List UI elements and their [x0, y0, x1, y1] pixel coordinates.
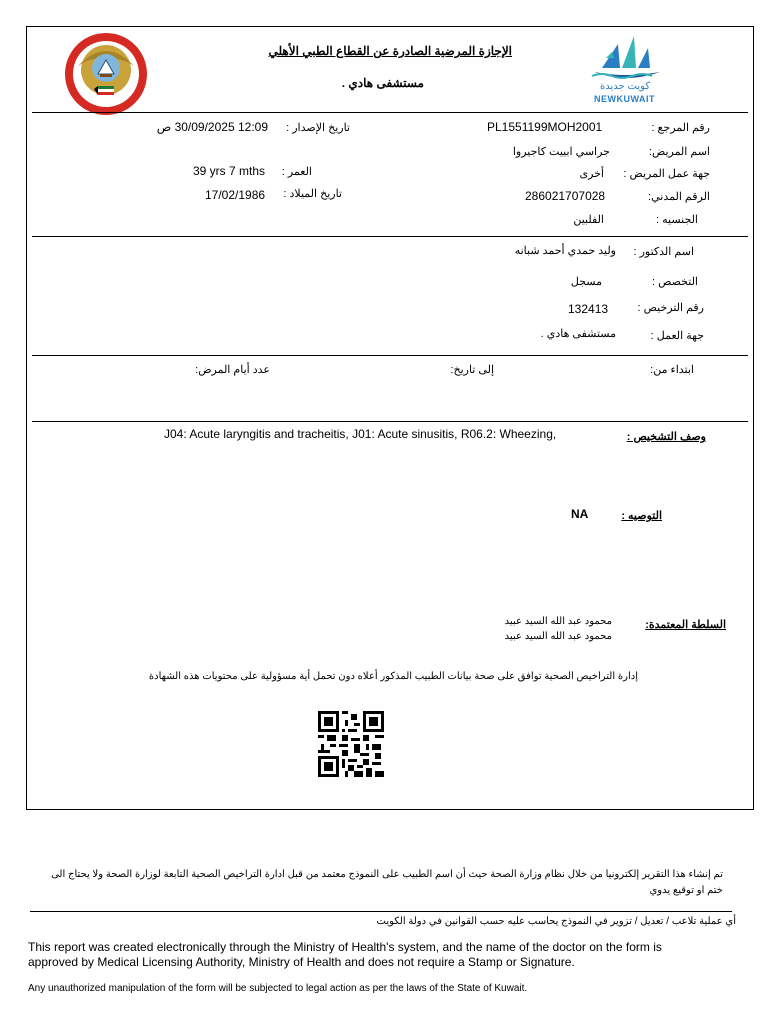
issue-date-label: تاريخ الإصدار :	[286, 122, 350, 134]
divider-footer	[30, 911, 732, 912]
patient-employer-label: جهة عمل المريض :	[623, 168, 710, 180]
age-value: 39 yrs 7 mths	[193, 164, 266, 178]
leave-from-label: ابتداء من:	[650, 364, 694, 376]
dob-value: 17/02/1986	[205, 188, 266, 202]
footer-english-warning: Any unauthorized manipulation of the form will be subjected to legal action as per the laws of the State of Kuwait.	[28, 983, 528, 994]
divider-header	[32, 112, 748, 113]
authority-line-2: محمود عبد الله السيد عبيد	[504, 631, 612, 642]
certificate-title: الإجازة المرضية الصادرة عن القطاع الطبي الأهلي	[268, 44, 512, 58]
authority-line-1: محمود عبد الله السيد عبيد	[504, 616, 612, 627]
doctor-name-value: وليد حمدي أحمد شبانه	[514, 245, 616, 257]
civil-id-label: الرقم المدني:	[648, 191, 710, 203]
kuwait-emblem-logo	[60, 30, 152, 118]
leave-to-label: إلى تاريخ:	[450, 364, 494, 376]
footer-english-line-1: This report was created electronically through the Ministry of Health's system, and the name of the doctor on the form is	[28, 940, 662, 954]
diagnosis-label: وصف التشخيص :	[626, 431, 706, 443]
qr-code	[318, 711, 384, 777]
ref-value: PL1551199MOH2001	[487, 120, 603, 134]
nationality-value: الفلبين	[573, 214, 604, 226]
patient-employer-value: أخرى	[579, 168, 604, 180]
certificate-frame	[26, 26, 754, 810]
patient-name-value: جراسي ابييت كاجيروا	[512, 146, 610, 158]
ref-label: رقم المرجع :	[651, 122, 710, 134]
footer-arabic-line-1: تم إنشاء هذا التقرير إلكترونيا من خلال نظام وزارة الصحة حيث أن اسم الطبيب على النموذج معتمد من قبل ادارة التراخيص الصحية التابعة لوزارة الصحة ولا يحتاج الى	[51, 869, 723, 880]
specialty-label: التخصص :	[652, 276, 698, 288]
hospital-name: مستشفى هادي .	[341, 76, 424, 90]
divider-patient	[32, 236, 748, 237]
age-label: العمر :	[281, 166, 312, 178]
divider-leave	[32, 421, 748, 422]
workplace-label: جهة العمل :	[650, 330, 704, 342]
recommendation-label: التوصيه :	[621, 510, 662, 522]
footer-arabic-line-2: ختم او توقيع يدوي	[649, 885, 723, 896]
nationality-label: الجنسيه :	[656, 214, 698, 226]
dob-label: تاريخ الميلاد :	[283, 188, 342, 200]
authority-label: السلطة المعتمدة:	[645, 619, 726, 631]
sick-days-label: عدد أيام المرض:	[195, 364, 270, 376]
diagnosis-value: J04: Acute laryngitis and tracheitis, J01: Acute sinusitis, R06.2: Wheezing,	[164, 427, 557, 441]
workplace-value: مستشفى هادي .	[540, 328, 616, 340]
patient-name-label: اسم المريض:	[648, 146, 710, 158]
specialty-value: مسجل	[570, 276, 602, 288]
licensing-disclaimer: إدارة التراخيص الصحية توافق على صحة بيانات الطبيب المذكور أعلاه دون تحمل أية مسؤولية على محتويات هذه الشهادة	[148, 671, 638, 682]
divider-doctor	[32, 355, 748, 356]
footer-arabic-warning: أي عملية تلاعب / تعديل / تزوير في النموذج يحاسب عليه حسب القوانين في دولة الكويت	[376, 916, 736, 927]
license-value: 132413	[568, 302, 609, 316]
footer-english-line-2: approved by Medical Licensing Authority, Ministry of Health and does not require a Stamp or Signature.	[28, 955, 575, 969]
recommendation-value: NA	[571, 507, 589, 521]
new-kuwait-arabic-text: كويت جديدة	[599, 81, 650, 92]
license-label: رقم الترخيص :	[637, 302, 704, 314]
new-kuwait-english-text: NEWKUWAIT	[594, 94, 655, 104]
civil-id-value: 286021707028	[525, 189, 606, 203]
doctor-name-label: اسم الدكتور :	[633, 246, 694, 258]
issue-date-value: 12:09 30/09/2025 ص	[156, 120, 268, 134]
